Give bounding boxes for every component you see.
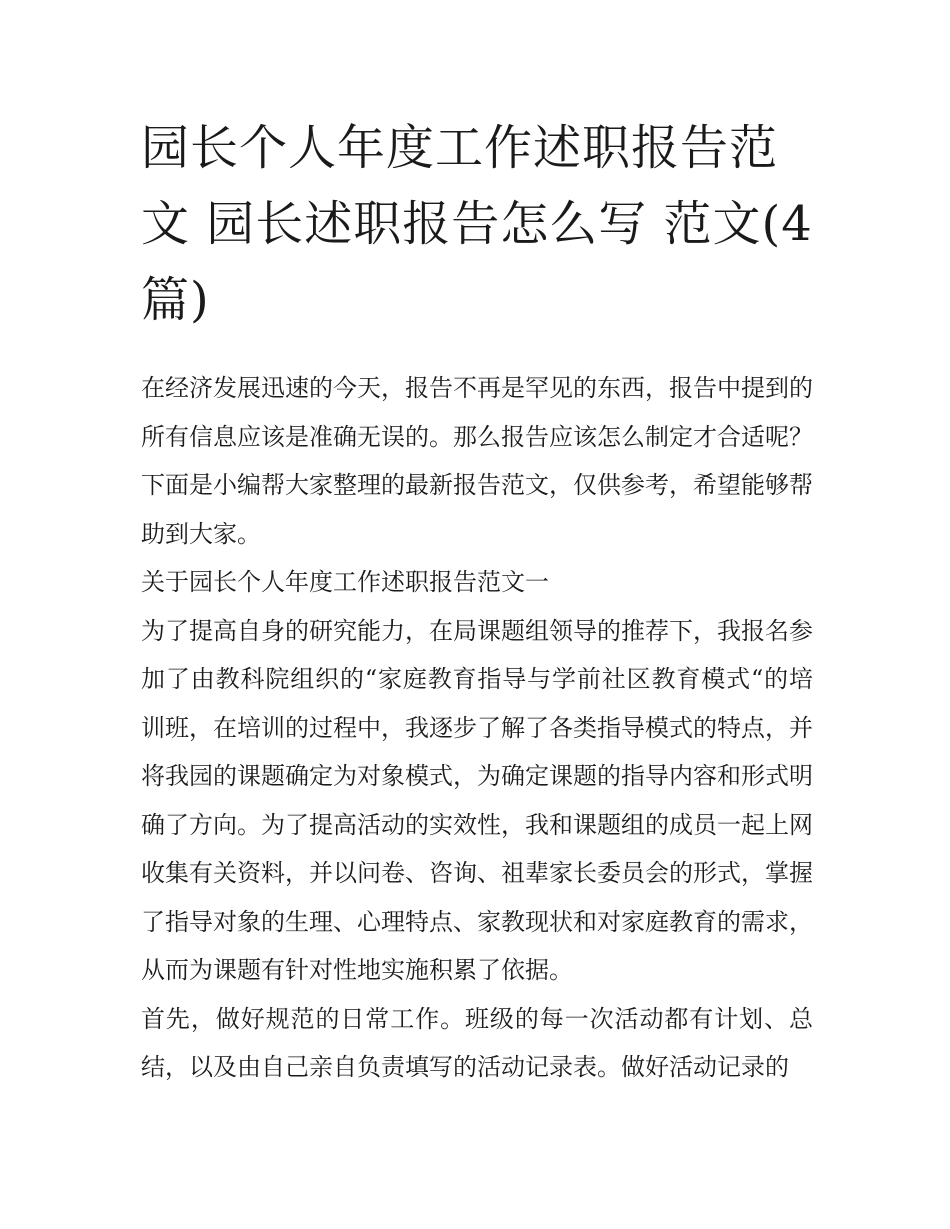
body-paragraph: 为了提高自身的研究能力，在局课题组领导的推荐下，我报名参加了由教科院组织的“家庭教育指导与学前社区教育模式“的培训班，在培训的过程中，我逐步了解了各类指导模式的特点，并将我园的课题确定为对象模式，为确定课题的指导内容和形式明确了方向。为了提高活动的实效性，我和课题组的成员一起上网收集有关资料，并以问卷、咨询、祖辈家长委员会的形式，掌握了指导对象的生理、心理特点、家教现状和对家庭教育的需求，从而为课题有针对性地实施积累了依据。	[141, 616, 813, 984]
document-body	[141, 110, 813, 1092]
document-title: 园长个人年度工作述职报告范文 园长述职报告怎么写 范文(4篇)	[141, 120, 813, 328]
intro-paragraph: 在经济发展迅速的今天，报告不再是罕见的东西，报告中提到的所有信息应该是准确无误的。那么报告应该怎么制定才合适呢？下面是小编帮大家整理的最新报告范文，仅供参考，希望能够帮助到大家。	[141, 374, 813, 548]
section-heading: 关于园长个人年度工作述职报告范文一	[141, 568, 549, 596]
body-paragraph: 首先，做好规范的日常工作。班级的每一次活动都有计划、总结，以及由自己亲自负责填写的活动记录表。做好活动记录的	[141, 1004, 813, 1081]
